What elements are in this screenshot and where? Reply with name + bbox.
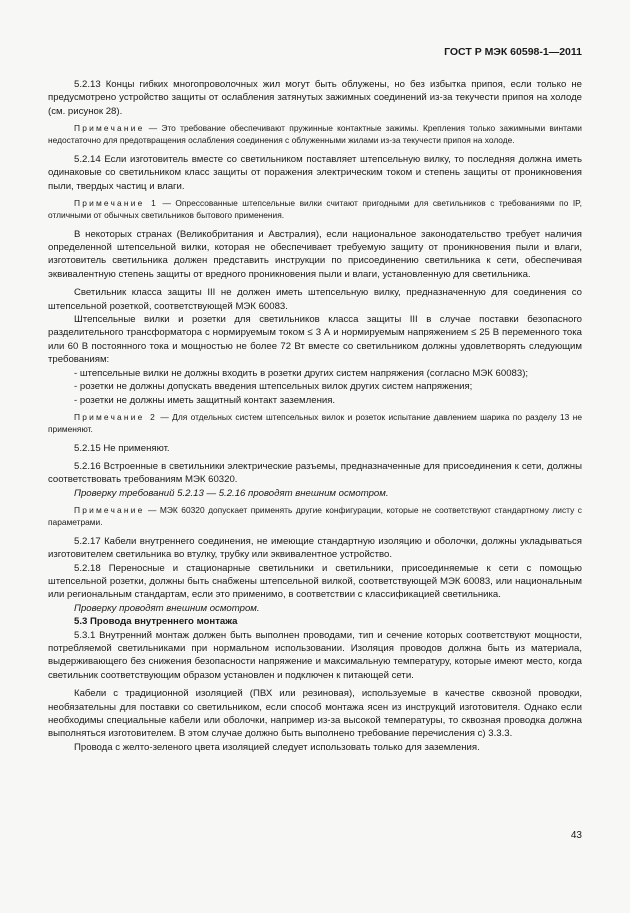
document-header: ГОСТ Р МЭК 60598-1—2011 bbox=[444, 46, 582, 58]
note-text: — Опрессованные штепсельные вилки считают пригодными для светильников с требованиями по IP, отличными от обычных светильников бытового применения. bbox=[48, 198, 583, 220]
note-label: Примечание bbox=[74, 505, 145, 516]
note bbox=[48, 123, 582, 147]
paragraph-5-2-14: 5.2.14 Если изготовитель вместе со светильником поставляет штепсельную вилку, то последняя должна иметь одинаковые со светильником класс защиты от поражения электрическим током и степень защиты от проникновения пыли, твердых частиц и влаги. bbox=[48, 153, 582, 192]
note bbox=[48, 198, 582, 222]
note-label: Примечание 2 bbox=[74, 411, 157, 422]
list-item: - розетки не должны иметь защитный контакт заземления. bbox=[74, 394, 336, 406]
note-text: — Для отдельных систем штепсельных вилок и розеток испытание давлением шарика по разделу 13 не применяют. bbox=[48, 411, 583, 434]
paragraph-5-2-18: 5.2.18 Переносные и стационарные светильники и светильники, присоединяемые к сети с помощью штепсельной розетки, должны быть снабжены штепсельной вилкой, соответствующей МЭК 60083, или национальным или региональным стандартам, если это применимо, в соответствии с классификацией светильника. bbox=[48, 562, 582, 601]
paragraph: Кабели с традиционной изоляцией (ПВХ или резиновая), используемые в качестве сквозной проводки, необязательны для поставки со светильником, если способ монтажа ясен из инструкций изготовителя. Однако если необходимы специальные кабели или оболочки, например из-за высокой температуры, то сквозная проводка должна выполняться изготовителем. В этом случае должно быть выполнено требование перечисления с) 3.3.3. bbox=[48, 688, 582, 740]
note-text: — Это требование обеспечивают пружинные контактные зажимы. Крепления только зажимными винтами недостаточно для предотвращения ослабления соединения с облуженными жилами из-за текучести припоя на холоде. bbox=[48, 123, 582, 146]
paragraph-5-2-16: 5.2.16 Встроенные в светильники электрические разъемы, предназначенные для присоединения к сети, должны соответствовать требованиям МЭК 60320. bbox=[48, 460, 582, 486]
list-item: - розетки не должны допускать введения штепсельных вилок других систем напряжения; bbox=[74, 381, 473, 393]
note-text: — МЭК 60320 допускает применять другие конфигурации, которые не соответствуют стандартному листу с параметрами. bbox=[48, 505, 582, 527]
paragraph-check: Проверку проводят внешним осмотром. bbox=[74, 602, 260, 614]
section-heading: 5.3 Провода внутреннего монтажа bbox=[74, 616, 238, 628]
paragraph-5-2-17: 5.2.17 Кабели внутреннего соединения, не имеющие стандартную изоляцию и оболочки, должны укладываться изготовителем светильника во втулку, трубку или эквивалентное устройство. bbox=[48, 535, 582, 561]
note-label: Примечание bbox=[74, 123, 145, 134]
paragraph: Штепсельные вилки и розетки для светильников класса защиты III в случае поставки безопасного разделительного трансформатора с нормируемым током ≤ 3 А и нормируемым напряжением ≤ 25 В переменного тока или 60 В постоянного тока и мощностью не более 72 Вт вместе со светильником должны удовлетворять следующим требованиям: bbox=[48, 314, 582, 366]
paragraph: В некоторых странах (Великобритания и Австралия), если национальное законодательство требует наличия определенной штепсельной вилки, которая не обеспечивает требуемую защиту от проникновения пыли и влаги, изготовитель светильника должен представить инструкции по присоединению светильника к сети, обеспечивая эквивалентную степень защиты от вредного проникновения пыли и влаги, установленную для светильника. bbox=[48, 228, 582, 280]
page-number: 43 bbox=[570, 830, 582, 841]
note bbox=[48, 412, 582, 436]
note bbox=[48, 505, 582, 529]
paragraph-5-2-13: 5.2.13 Концы гибких многопроволочных жил могут быть облужены, но без избытка припоя, если только не предусмотрено устройство защиты от ослабления затянутых зажимных соединений из-за текучести припоя на холоде (см. рисунок 28). bbox=[48, 79, 582, 117]
paragraph-5-3-1: 5.3.1 Внутренний монтаж должен быть выполнен проводами, тип и сечение которых соответствуют мощности, потребляемой светильниками при нормальном использовании. Изоляция проводов должна быть из материала, выдерживающего без снижения безопасности напряжение и максимальную температуру, которые имеют место, когда светильник соответствующим образом установлен и подключен к питающей сети. bbox=[48, 629, 582, 681]
list-item: - штепсельные вилки не должны входить в розетки других систем напряжения (согласно МЭК 60083); bbox=[74, 367, 529, 379]
note-label: Примечание 1 bbox=[74, 198, 159, 209]
paragraph-5-2-15: 5.2.15 Не применяют. bbox=[74, 442, 170, 454]
paragraph: Светильник класса защиты III не должен иметь штепсельную вилку, предназначенную для соединения со штепсельной розеткой, соответствующей МЭК 60083. bbox=[48, 287, 582, 312]
paragraph-check: Проверку требований 5.2.13 — 5.2.16 проводят внешним осмотром. bbox=[74, 487, 389, 499]
paragraph: Провода с желто-зеленого цвета изоляцией следует использовать только для заземления. bbox=[74, 741, 480, 753]
